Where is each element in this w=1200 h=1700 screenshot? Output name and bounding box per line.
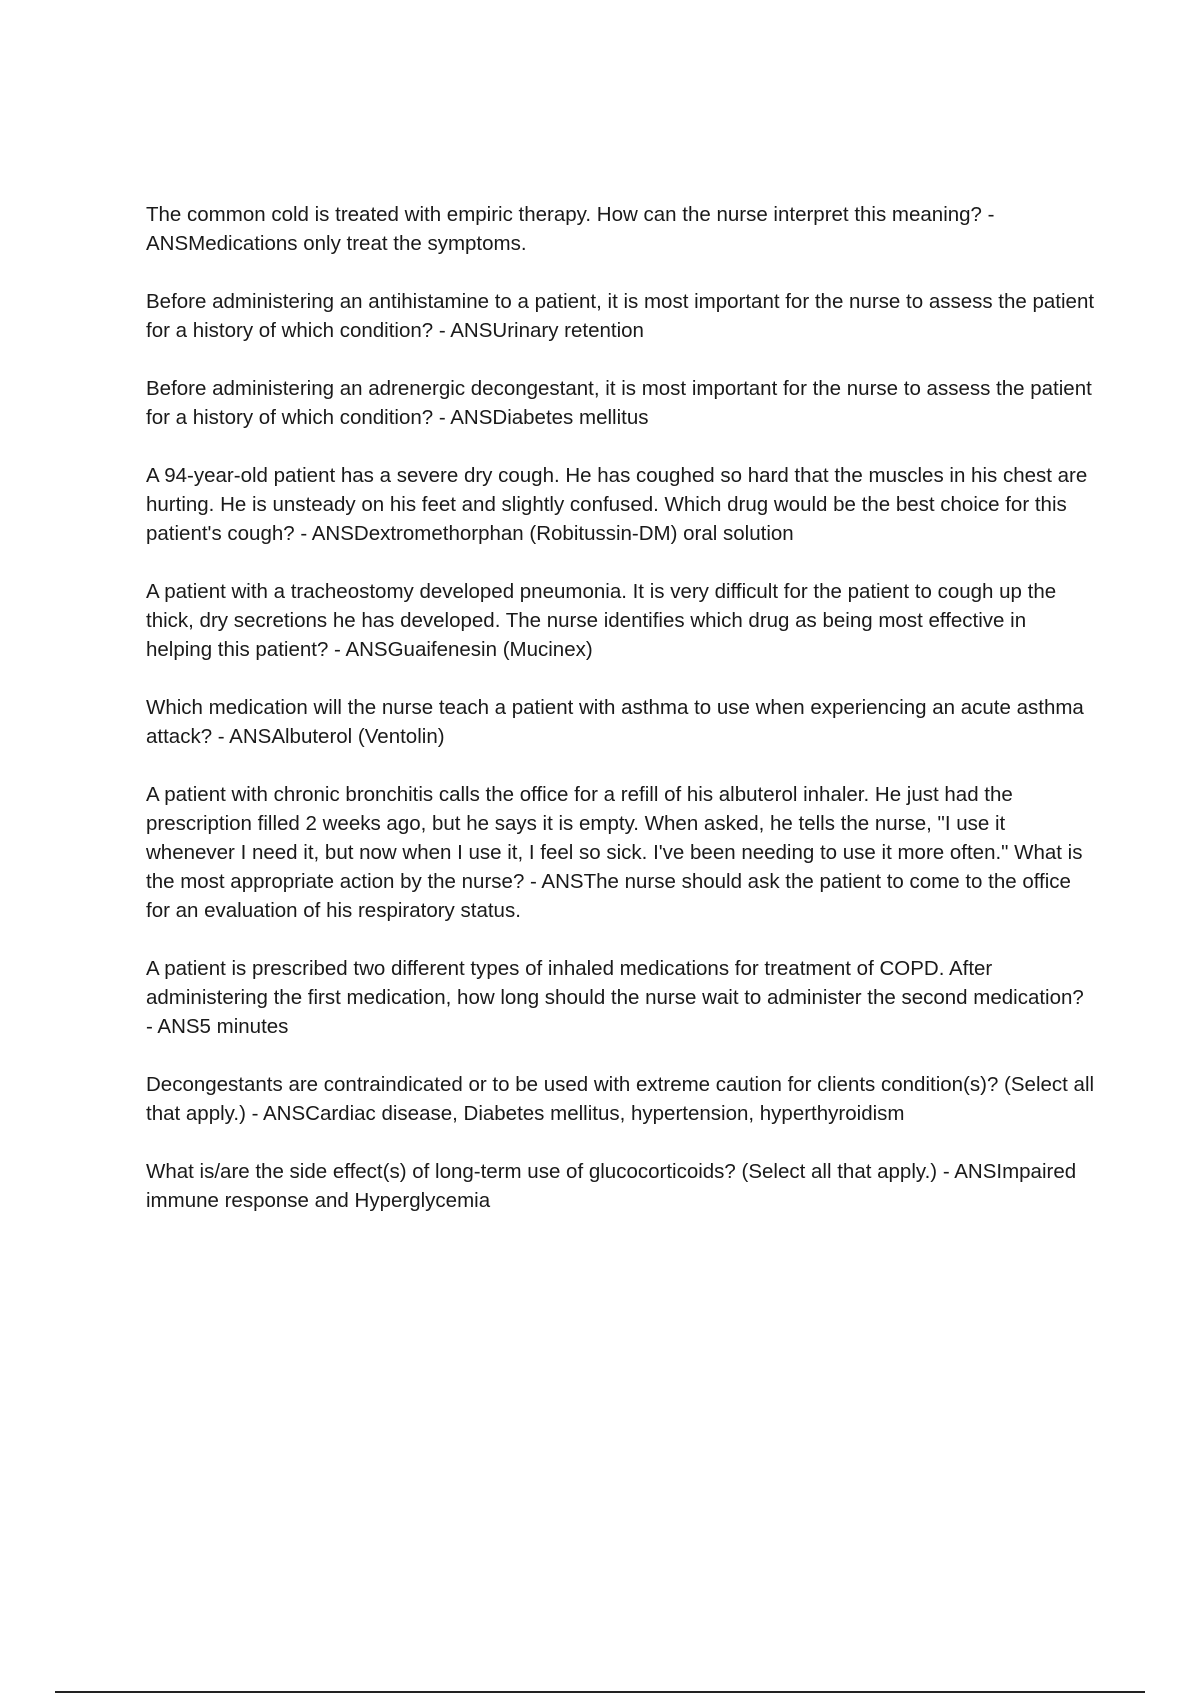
qa-entry: A patient with chronic bronchitis calls the office for a refill of his albuterol inhaler. He just had the prescription filled 2 weeks ago, but he says it is empty. When asked, he tells the nurse, "I use it whenever I need it, but now when I use it, I feel so sick. I've been needing to use it more often." What is the most appropriate action by the nurse? - ANSThe nurse should ask the patient to come to the office for an evaluation of his respiratory status. xyxy=(146,783,1083,922)
qa-entry: What is/are the side effect(s) of long-term use of glucocorticoids? (Select all that apply.) - ANSImpaired immune response and Hyperglycemia xyxy=(146,1160,1077,1212)
qa-entry: Which medication will the nurse teach a patient with asthma to use when experiencing an acute asthma attack? - ANSAlbuterol (Ventolin) xyxy=(146,696,1084,748)
qa-entry: Before administering an antihistamine to a patient, it is most important for the nurse to assess the patient for a history of which condition? - ANSUrinary retention xyxy=(146,290,1095,342)
qa-entry: A patient is prescribed two different types of inhaled medications for treatment of COPD. After administering the first medication, how long should the nurse wait to administer the second medication? - ANS5 minutes xyxy=(146,957,1084,1038)
page-bottom-divider xyxy=(55,1691,1145,1693)
qa-list xyxy=(146,200,1096,1244)
qa-entry: The common cold is treated with empiric therapy. How can the nurse interpret this meaning? - ANSMedications only treat the symptoms. xyxy=(146,203,995,255)
qa-entry: A 94-year-old patient has a severe dry cough. He has coughed so hard that the muscles in his chest are hurting. He is unsteady on his feet and slightly confused. Which drug would be the best choice for this patient's cough? - ANSDextromethorphan (Robitussin-DM) oral solution xyxy=(146,464,1088,545)
qa-entry: Before administering an adrenergic decongestant, it is most important for the nurse to assess the patient for a history of which condition? - ANSDiabetes mellitus xyxy=(146,377,1092,429)
qa-entry: A patient with a tracheostomy developed pneumonia. It is very difficult for the patient to cough up the thick, dry secretions he has developed. The nurse identifies which drug as being most effective in helping this patient? - ANSGuaifenesin (Mucinex) xyxy=(146,580,1057,661)
qa-entry: Decongestants are contraindicated or to be used with extreme caution for clients condition(s)? (Select all that apply.) - ANSCardiac disease, Diabetes mellitus, hypertension, hyperthyroidism xyxy=(146,1073,1095,1125)
